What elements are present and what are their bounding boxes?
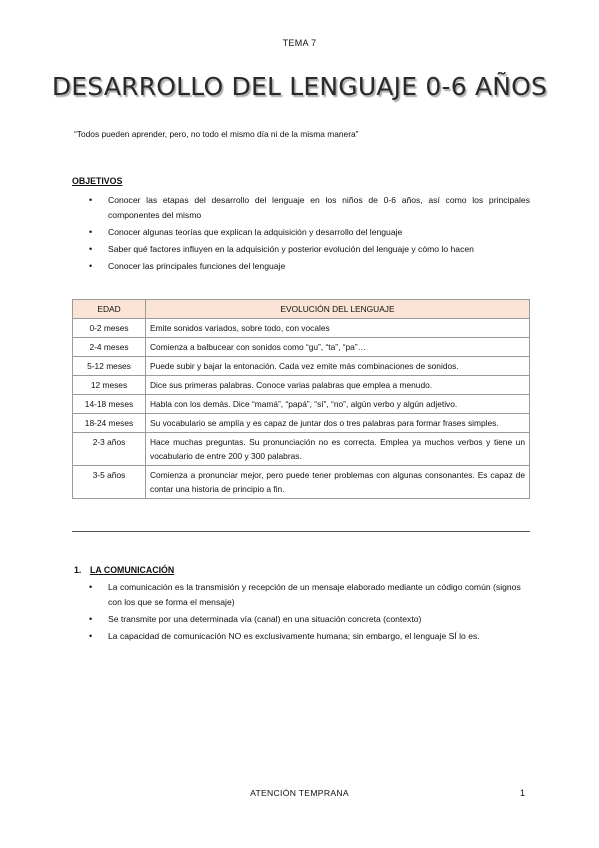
page-number: 1 <box>520 788 526 798</box>
epigraph-quote: “Todos pueden aprender, pero, no todo el mismo día ni de la misma manera” <box>74 129 359 139</box>
table-row <box>73 376 530 395</box>
objetivo-item <box>72 259 530 274</box>
list-item-text: La capacidad de comunicación NO es exclusivamente humana; sin embargo, el lenguaje SÍ lo es. <box>108 631 480 641</box>
page-footer: ATENCIÓN TEMPRANA <box>250 788 349 798</box>
bullet-icon: • <box>89 631 93 641</box>
description-cell: Dice sus primeras palabras. Conoce varias palabras que emplea a menudo. <box>146 376 530 395</box>
objetivo-item <box>72 225 530 240</box>
description-cell: Comienza a balbucear con sonidos como “gu”, “ta”, “pa”… <box>146 338 530 357</box>
age-cell: 2-4 meses <box>73 338 146 357</box>
language-evolution-table <box>72 299 530 499</box>
objetivo-text: Conocer las principales funciones del lenguaje <box>108 261 286 271</box>
objetivo-text: Conocer las etapas del desarrollo del lenguaje en los niños de 0-6 años, así como los principales componentes del mismo <box>108 195 530 220</box>
age-cell: 12 meses <box>73 376 146 395</box>
table-header-row <box>73 300 530 319</box>
section-heading <box>74 565 174 575</box>
table-header-evolucion: EVOLUCIÓN DEL LENGUAJE <box>146 300 530 319</box>
age-cell: 2-3 años <box>73 433 146 466</box>
bullet-icon: • <box>89 244 93 254</box>
table-row <box>73 466 530 499</box>
table-row <box>73 395 530 414</box>
list-item <box>72 629 530 644</box>
table-row <box>73 357 530 376</box>
bullet-icon: • <box>89 195 93 205</box>
list-item <box>72 612 530 627</box>
objetivo-text: Conocer algunas teorías que explican la adquisición y desarrollo del lenguaje <box>108 227 403 237</box>
bullet-icon: • <box>89 227 93 237</box>
description-cell: Su vocabulario se amplía y es capaz de juntar dos o tres palabras para formar frases simples. <box>146 414 530 433</box>
table-row <box>73 338 530 357</box>
objetivos-list <box>72 193 530 276</box>
objetivos-heading: OBJETIVOS <box>72 176 123 186</box>
age-cell: 0-2 meses <box>73 319 146 338</box>
bullet-icon: • <box>89 614 93 624</box>
section-title: LA COMUNICACIÓN <box>90 565 175 575</box>
list-item-text: La comunicación es la transmisión y recepción de un mensaje elaborado mediante un código común (signos con los que se forma el mensaje) <box>108 582 521 607</box>
age-cell: 18-24 meses <box>73 414 146 433</box>
objetivo-item <box>72 193 530 223</box>
age-cell: 14-18 meses <box>73 395 146 414</box>
table-row <box>73 414 530 433</box>
objetivo-text: Saber qué factores influyen en la adquisición y posterior evolución del lenguaje y cómo lo hacen <box>108 244 474 254</box>
list-item-text: Se transmite por una determinada vía (canal) en una situación concreta (contexto) <box>108 614 422 624</box>
age-cell: 5-12 meses <box>73 357 146 376</box>
description-cell: Emite sonidos variados, sobre todo, con vocales <box>146 319 530 338</box>
section-number: 1. <box>74 565 82 575</box>
list-item <box>72 580 530 610</box>
description-cell: Habla con los demás. Dice “mamá”, “papá”, “sí”, “no”, algún verbo y algún adjetivo. <box>146 395 530 414</box>
section-divider <box>72 531 530 532</box>
bullet-icon: • <box>89 582 93 592</box>
page-header: TEMA 7 <box>282 38 317 48</box>
age-cell: 3-5 años <box>73 466 146 499</box>
table-header-edad: EDAD <box>73 300 146 319</box>
document-title: DESARROLLO DEL LENGUAJE 0-6 AÑOS <box>51 72 548 101</box>
description-cell: Puede subir y bajar la entonación. Cada vez emite más combinaciones de sonidos. <box>146 357 530 376</box>
description-cell: Comienza a pronunciar mejor, pero puede tener problemas con algunas consonantes. Es capaz de contar una historia de principio a fin. <box>146 466 530 499</box>
bullet-icon: • <box>89 261 93 271</box>
table-row <box>73 433 530 466</box>
table-row <box>73 319 530 338</box>
objetivo-item <box>72 242 530 257</box>
comunicacion-list <box>72 580 530 646</box>
description-cell: Hace muchas preguntas. Su pronunciación no es correcta. Emplea ya muchos verbos y tiene un vocabulario de entre 200 y 300 palabras. <box>146 433 530 466</box>
